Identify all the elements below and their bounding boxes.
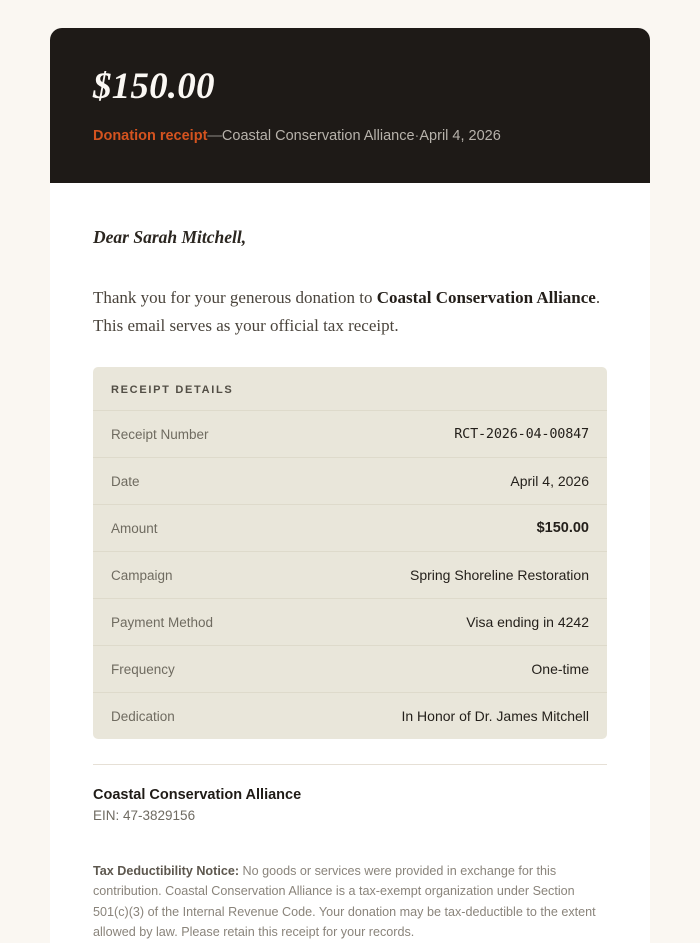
tax-deductibility-notice (93, 861, 607, 943)
receipt-detail-label: Campaign (111, 567, 173, 583)
organization-name-label: Coastal Conservation Alliance (221, 128, 415, 144)
paragraph-text-after: . This email serves as your official tax receipt. (93, 288, 601, 335)
receipt-detail-value: RCT-2026-04-00847 (454, 426, 589, 443)
receipt-detail-value: $150.00 (536, 520, 589, 537)
organization-ein: EIN: 47-3829156 (93, 808, 196, 824)
receipt-details-panel (93, 367, 607, 739)
paragraph-organization-name: Coastal Conservation Alliance (376, 288, 596, 307)
salutation: Dear Sarah Mitchell, (93, 227, 247, 247)
receipt-card (50, 28, 650, 943)
footer-divider (93, 764, 607, 765)
receipt-detail-value: Spring Shoreline Restoration (410, 567, 589, 584)
thank-you-paragraph (93, 284, 607, 339)
receipt-detail-label: Frequency (111, 661, 175, 677)
organization-block (93, 787, 607, 823)
receipt-detail-row (93, 693, 607, 739)
paragraph-text-before: Thank you for your generous donation to (93, 288, 377, 307)
tax-notice-text: No goods or services were provided in exchange for this contribution. Coastal Conservation Alliance is a tax-exempt organization under Section 501(c)(3) of the Internal Revenue Code. Your donation may be tax-deductible to the extent allowed by law. Please retain this receipt for your records. (93, 864, 596, 940)
receipt-detail-row (93, 458, 607, 505)
receipt-detail-value: April 4, 2026 (510, 473, 589, 490)
receipt-details-rows (93, 411, 607, 739)
receipt-detail-row (93, 411, 607, 458)
receipt-detail-value: Visa ending in 4242 (466, 614, 589, 631)
receipt-detail-label: Date (111, 473, 140, 489)
receipt-subtitle (93, 127, 607, 146)
receipt-type-label: Donation receipt (93, 128, 208, 144)
receipt-detail-label: Dedication (111, 708, 175, 724)
subtitle-dash: — (207, 128, 222, 144)
receipt-body (50, 183, 650, 943)
footer-organization-name: Coastal Conservation Alliance (93, 787, 302, 804)
subtitle-middot: · (414, 128, 420, 144)
receipt-date-label: April 4, 2026 (419, 128, 501, 144)
receipt-detail-value: In Honor of Dr. James Mitchell (401, 708, 589, 725)
receipt-detail-label: Amount (111, 520, 158, 536)
receipt-detail-row (93, 599, 607, 646)
receipt-detail-value: One-time (531, 661, 589, 678)
receipt-details-title: RECEIPT DETAILS (93, 367, 607, 411)
receipt-detail-label: Receipt Number (111, 426, 209, 442)
tax-notice-label: Tax Deductibility Notice: (93, 864, 240, 879)
receipt-detail-row (93, 552, 607, 599)
receipt-detail-row (93, 505, 607, 552)
receipt-header (50, 28, 650, 183)
receipt-detail-row (93, 646, 607, 693)
receipt-detail-label: Payment Method (111, 614, 214, 630)
donation-amount-headline: $150.00 (93, 66, 215, 107)
